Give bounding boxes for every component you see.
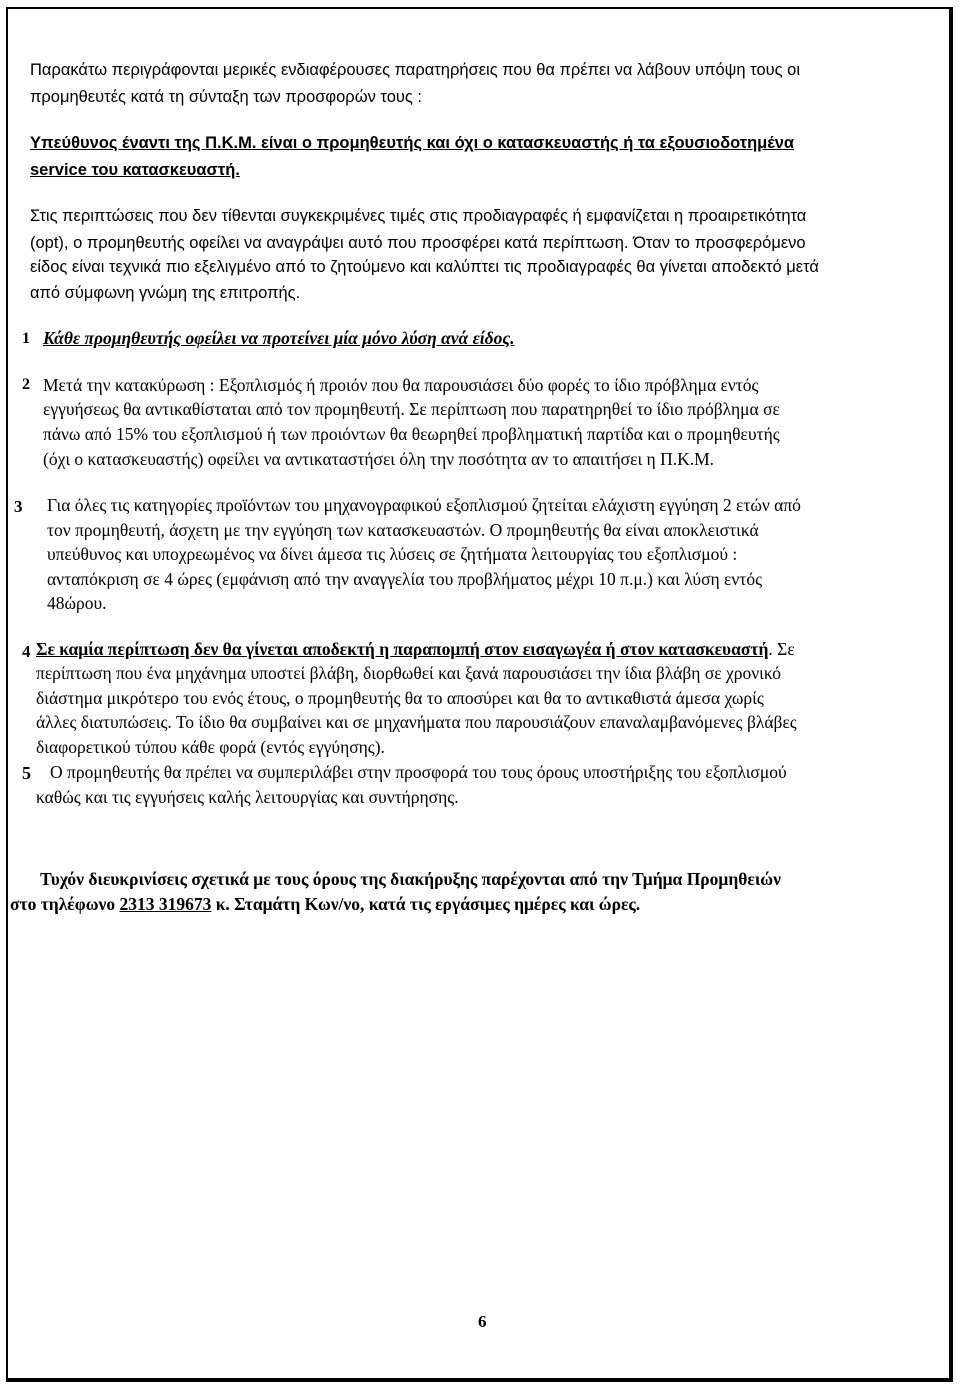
item-3-line-5: 48ώρου. — [47, 593, 107, 613]
item-5-number: 5 — [22, 763, 31, 783]
item-4-emphasis-tail: . Σε — [768, 639, 795, 659]
item-5-line-2: καθώς και τις εγγυήσεις καλής λειτουργίας και συντήρησης. — [36, 787, 459, 807]
options-line-2: (opt), ο προμηθευτής οφείλει να αναγράψει αυτό που προσφέρει κατά περίπτωση. Όταν το προσφερόμενο — [30, 234, 806, 252]
item-4-emphasis: Σε καμία περίπτωση δεν θα γίνεται αποδεκτή η παραπομπή στον εισαγωγέα ή στον κατασκευαστή — [36, 639, 769, 659]
responsible-line-2: service του κατασκευαστή. — [30, 161, 240, 179]
options-line-3: είδος είναι τεχνικά πιο εξελιγμένο από το ζητούμενο και καλύπτει τις προδιαγραφές θα γίνεται αποδεκτό μετά — [30, 258, 819, 276]
item-2-line-2: εγγυήσεως θα αντικαθίσταται από τον προμηθευτή. Σε περίπτωση που παρατηρηθεί το ίδιο πρόβλημα σε — [43, 399, 780, 419]
item-4-line-2: περίπτωση που ένα μηχάνημα υποστεί βλάβη, διορθωθεί και ξανά παρουσιάσει την ίδια βλάβη σε χρονικό — [36, 663, 782, 683]
options-line-4: από σύμφωνη γνώμη της επιτροπής. — [30, 284, 301, 302]
item-2-number: 2 — [22, 376, 30, 393]
intro-line-1: Παρακάτω περιγράφονται μερικές ενδιαφέρουσες παρατηρήσεις που θα πρέπει να λάβουν υπόψη τους οι — [30, 61, 801, 79]
item-3-line-1: Για όλες τις κατηγορίες προϊόντων του μηχανογραφικού εξοπλισμού ζητείται ελάχιστη εγγύηση 2 ετών από — [47, 495, 801, 515]
item-4-line-3: διάστημα μικρότερο του ενός έτους, ο προμηθευτής θα το αποσύρει και θα το αντικαθιστά άμεσα χωρίς — [36, 688, 764, 708]
item-4-line-1 — [36, 641, 795, 659]
item-4-number: 4 — [22, 642, 31, 661]
contact-line-2 — [10, 896, 640, 914]
contact-line-1: Τυχόν διευκρινίσεις σχετικά με τους όρους της διακήρυξης παρέχονται από την Τμήμα Προμηθειών — [40, 869, 781, 889]
item-1-line-1: Κάθε προμηθευτής οφείλει να προτείνει μία μόνο λύση ανά είδος. — [43, 328, 515, 348]
item-3-line-3: υπεύθυνος και υποχρεωμένος να δίνει άμεσα τις λύσεις σε ζητήματα λειτουργίας του εξοπλισμού : — [47, 544, 738, 564]
item-4-line-4: άλλες διατυπώσεις. Το ίδιο θα συμβαίνει και σε μηχανήματα που παρουσιάζουν επαναλαμβανόμενες βλάβες — [36, 712, 797, 732]
item-5-line-1: Ο προμηθευτής θα πρέπει να συμπεριλάβει στην προσφορά του τους όρους υποστήριξης του εξοπλισμού — [50, 762, 787, 782]
contact-phone: 2313 319673 — [119, 894, 212, 914]
item-2-line-3: πάνω από 15% του εξοπλισμού ή των προιόντων θα θεωρηθεί προβληματική παρτίδα και ο προμηθευτής — [43, 424, 780, 444]
contact-prefix: στο τηλέφωνο — [10, 894, 120, 914]
item-3-line-4: ανταπόκριση σε 4 ώρες (εμφάνιση από την αναγγελία του προβλήματος μέχρι 10 π.μ.) και λύση εντός — [47, 569, 762, 589]
contact-suffix: κ. Σταμάτη Κων/νο, κατά τις εργάσιμες ημέρες και ώρες. — [211, 894, 641, 914]
item-3-number: 3 — [14, 497, 23, 516]
page-number: 6 — [478, 1312, 487, 1331]
item-3-line-2: τον προμηθευτή, άσχετη με την εγγύηση των κατασκευαστών. Ο προμηθευτής θα είναι αποκλειστικά — [47, 520, 759, 540]
item-1-number: 1 — [22, 330, 30, 347]
item-2-line-4: (όχι ο κατασκευαστής) οφείλει να αντικαταστήσει όλη την ποσότητα αν το απαιτήσει η Π.Κ.Μ. — [43, 449, 715, 469]
options-line-1: Στις περιπτώσεις που δεν τίθενται συγκεκριμένες τιμές στις προδιαγραφές ή εμφανίζεται η προαιρετικότητα — [30, 207, 807, 225]
item-4-line-5: διαφορετικού τύπου κάθε φορά (εντός εγγύησης). — [36, 737, 385, 757]
intro-line-2: προμηθευτές κατά τη σύνταξη των προσφορών τους : — [30, 88, 423, 106]
responsible-line-1: Υπεύθυνος έναντι της Π.Κ.Μ. είναι ο προμηθευτής και όχι ο κατασκευαστής ή τα εξουσιοδοτημένα — [30, 134, 795, 152]
item-2-line-1: Μετά την κατακύρωση : Εξοπλισμός ή προιόν που θα παρουσιάσει δύο φορές το ίδιο πρόβλημα εντός — [43, 375, 759, 395]
